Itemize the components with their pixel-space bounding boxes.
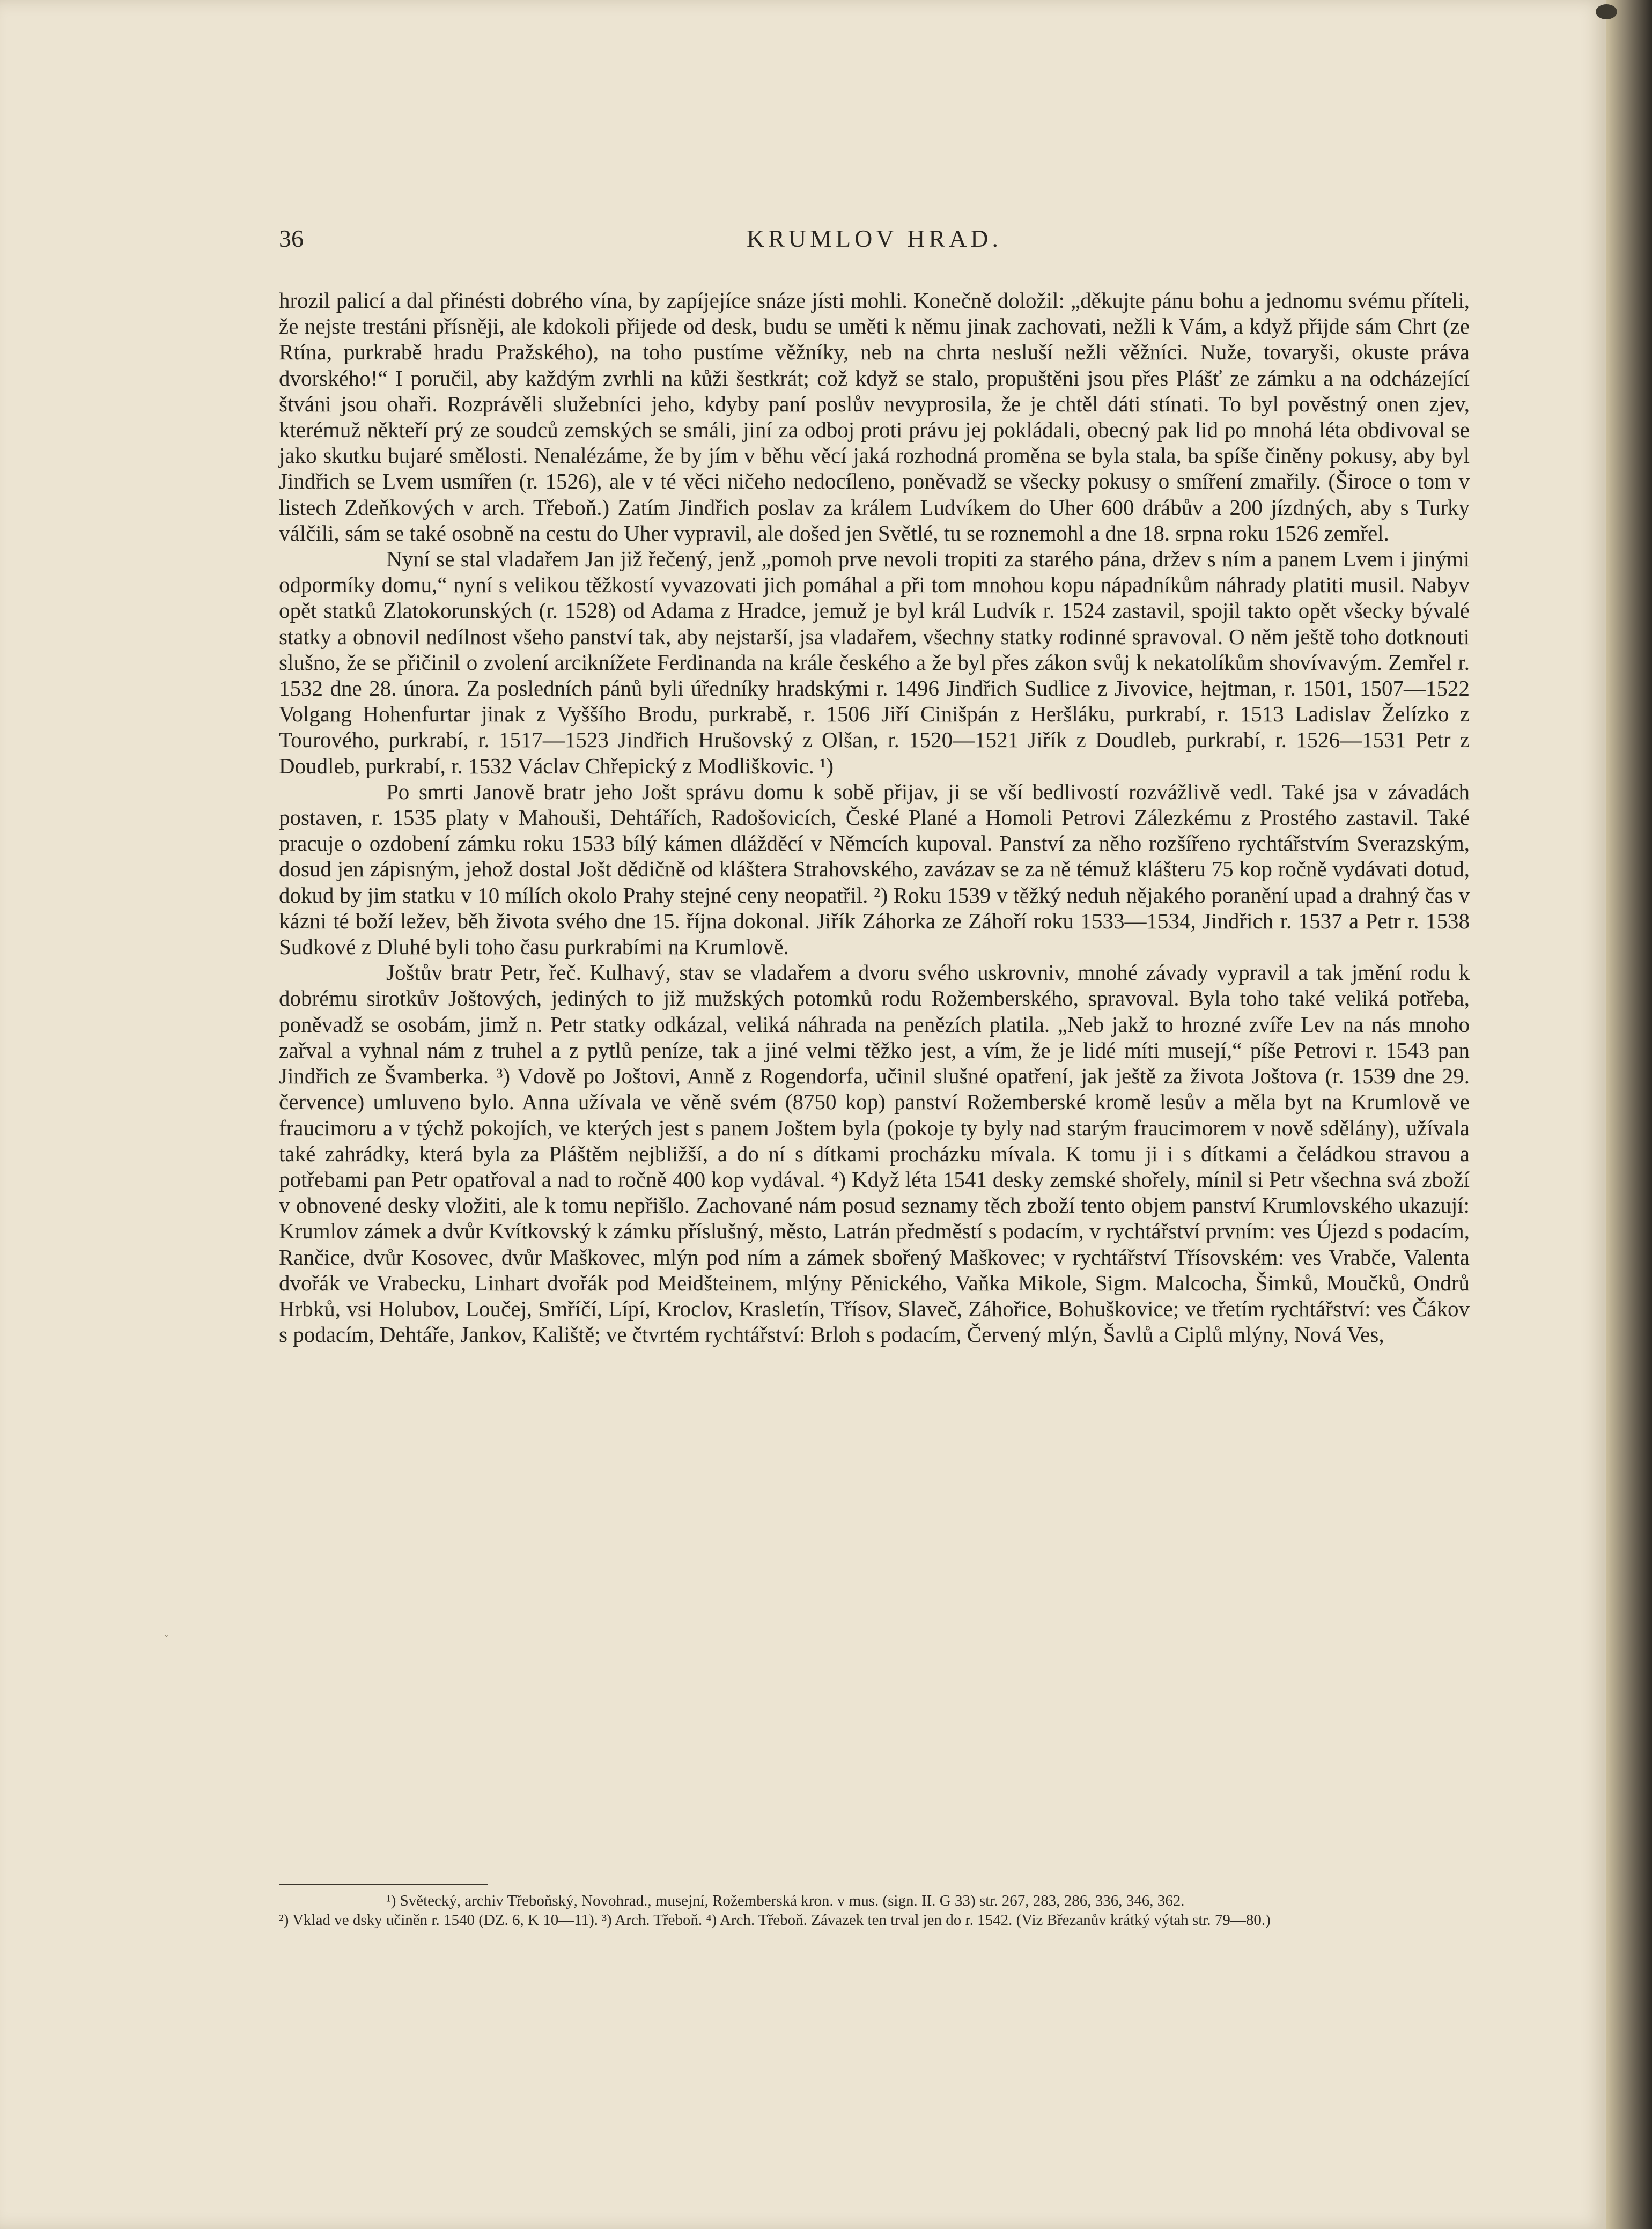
paragraph: Po smrti Janově bratr jeho Jošt správu domu k sobě přijav, ji se vší bedlivostí rozvážlivě vedl. Také jsa v závadách postaven, r. 1535 platy v Mahouši, Dehtářích, Radošovicích, České Plané a Homoli Petrovi Zálezkému z Prostého zastavil. Také pracuje o ozdobení zámku roku 1533 bílý kámen dlážděcí v Němcích kupoval. Panství za něho rozšířeno rychtářstvím Sverazským, dosud jen zápisným, jehož dostal Jošt dědičně od kláštera Strahovského, zavázav se za ně témuž klášteru 75 kop ročně vydávati dotud, dokud by jim statku v 10 mílích okolo Prahy stejné ceny neopatřil. ²) Roku 1539 v těžký neduh nějakého poranění upad a drahný čas v kázni té boží ležev, běh života svého dne 15. října dokonal. Jiřík Záhorka ze Záhoří roku 1533—1534, Jindřich r. 1537 a Petr r. 1538 Sudkové z Dluhé byli toho času purkrabími na Krumlově. [279, 779, 1470, 959]
footnote: ¹) Světecký, archiv Třeboňský, Novohrad., musejní, Rožemberská kron. v mus. (sign. II. G 33) str. 267, 283, 286, 336, 346, 362. [386, 1892, 1185, 1909]
footnote: ²) Vklad ve dsky učiněn r. 1540 (DZ. 6, K 10—11). ³) Arch. Třeboň. ⁴) Arch. Třeboň. Závazek ten trval jen do r. 1542. (Viz Březanův krátký výtah str. 79—80.) [279, 1911, 1271, 1929]
body-text [279, 287, 1470, 1347]
page-header [279, 224, 1470, 262]
footnote-rule [279, 1884, 488, 1885]
running-title: KRUMLOV HRAD. [746, 225, 1002, 252]
paragraph: hrozil palicí a dal přinésti dobrého vína, by zapíjejíce snáze jísti mohli. Konečně doložil: „děkujte pánu bohu a jednomu svému příteli, že nejste trestáni přísněji, ale kdokoli přijede od desk, budu se uměti k němu jinak zachovati, nežli k Vám, a když přijde sám Chrt (ze Rtína, purkrabě hradu Pražského), na toho pustíme věžníky, neb na chrta nesluší nežli věžníci. Nuže, tovaryši, okuste práva dvorského!“ I poručil, aby každým zvrhli na kůži šestkrát; což když se stalo, propuštěni jsou přes Plášť ze zámku a na odcházející štváni jsou ohaři. Rozprávěli služebníci jeho, kdyby paní poslův nevyprosila, že je chtěl dáti stínati. To byl pověstný onen zjev, kterémuž někteří prý ze soudců zemských se smáli, jiní za odboj proti právu jej pokládali, obecný pak lid po mnohá léta obdivoval se jako skutku bujaré smělosti. Nenalézáme, že by jím v běhu věcí jaká rozhodná proměna se byla stala, ba spíše činěny pokusy, aby byl Jindřich se Lvem usmířen (r. 1526), ale v té věci ničeho nedocíleno, poněvadž se všecky pokusy o smíření zmařily. (Široce o tom v listech Zdeňkových v arch. Třeboň.) Zatím Jindřich poslav za králem Ludvíkem do Uher 600 drábův a 200 jízdných, aby s Turky válčili, sám se také osobně na cestu do Uher vypravil, ale došed jen Světlé, tu se roznemohl a dne 18. srpna roku 1526 zemřel. [279, 288, 1470, 545]
page-edge-shadow [1606, 0, 1652, 2229]
corner-mark [1596, 4, 1617, 19]
paragraph: Joštův bratr Petr, řeč. Kulhavý, stav se vladařem a dvoru svého uskrovniv, mnohé závady vypravil a tak jmění rodu k dobrému sirotkův Joštových, jediných to již mužských potomků rodu Rožemberského, spravoval. Byla toho také veliká potřeba, poněvadž se osobám, jimž n. Petr statky odkázal, veliká náhrada na penězích platila. „Neb jakž to hrozné zvíře Lev na nás mnoho zařval a vyhnal nám z truhel a z pytlů peníze, tak a jiné velmi těžko jest, a vím, že je lidé míti musejí,“ píše Petrovi r. 1543 pan Jindřich ze Švamberka. ³) Vdově po Joštovi, Anně z Rogendorfa, učinil slušné opatření, jak ještě za života Joštova (r. 1539 dne 29. července) umluveno bylo. Anna užívala ve věně svém (8750 kop) panství Rožemberské kromě lesův a měla byt na Krumlově ve fraucimoru a v týchž pokojích, ve kterých jest s panem Joštem byla (pokoje ty byly nad starým fraucimorem v nově sdělány), užívala také zahrádky, která byla za Pláštěm nejbližší, a do ní s dítkami procházku mívala. K tomu ji i s dítkami a čeládkou stravou a potřebami pan Petr opatřoval a nad to ročně 400 kop vydával. ⁴) Když léta 1541 desky zemské shořely, mínil si Petr všechna svá zboží v obnovené desky vložiti, ale k tomu nepřišlo. Zachované nám posud seznamy těch zboží tento objem panství Krumlovského ukazují: Krumlov zámek a dvůr Kvítkovský k zámku příslušný, město, Latrán předměstí s podacím, v rychtářství prvním: ves Újezd s podacím, Rančice, dvůr Kosovec, dvůr Maškovec, mlýn pod ním a zámek sbořený Maškovec; v rychtářství Třísovském: ves Vrabče, Valenta dvořák ve Vrabecku, Linhart dvořák pod Meidšteinem, mlýny Pěnického, Vaňka Mikole, Sigm. Malcocha, Šimků, Moučků, Ondrů Hrbků, vsi Holubov, Loučej, Smříčí, Lípí, Kroclov, Krasletín, Třísov, Slaveč, Záhořice, Bohuškovice; ve třetím rychtářství: ves Čákov s podacím, Dehtáře, Jankov, Kaliště; ve čtvrtém rychtářství: Brloh s podacím, Červený mlýn, Šavlů a Ciplů mlýny, Nová Ves, [279, 960, 1470, 1347]
footnotes [279, 1891, 1470, 1930]
paragraph: Nyní se stal vladařem Jan již řečený, jenž „pomoh prve nevoli tropiti za starého pána, držev s ním a panem Lvem i jinými odpormíky domu,“ nyní s velikou těžkostí vyvazovati jich pomáhal a při tom mnohou kopu nápadníkům náhrady platiti musil. Nabyv opět statků Zlatokorunských (r. 1528) od Adama z Hradce, jemuž je byl král Ludvík r. 1524 zastavil, spojil takto opět všecky bývalé statky a obnovil nedílnost všeho panství tak, aby nejstarší, jsa vladařem, všechny statky rodinné spravoval. O něm ještě toho dotknouti slušno, že se přičinil o zvolení arciknížete Ferdinanda na krále českého a že byl přes zákon svůj k nekatolíkům shovívavým. Zemřel r. 1532 dne 28. února. Za posledních pánů byli úředníky hradskými r. 1496 Jindřich Sudlice z Jivovice, hejtman, r. 1501, 1507—1522 Volgang Hohenfurtar jinak z Vyššího Brodu, purkrabě, r. 1506 Jiří Cinišpán z Heršláku, purkrabí, r. 1513 Ladislav Želízko z Tourového, purkrabí, r. 1517—1523 Jindřich Hrušovský z Olšan, r. 1520—1521 Jiřík z Doudleb, purkrabí, r. 1526—1531 Petr z Doudleb, purkrabí, r. 1532 Václav Chřepický z Modliškovic. ¹) [279, 547, 1470, 778]
margin-mark: ˯ [164, 1622, 169, 1638]
page-number: 36 [279, 225, 304, 252]
